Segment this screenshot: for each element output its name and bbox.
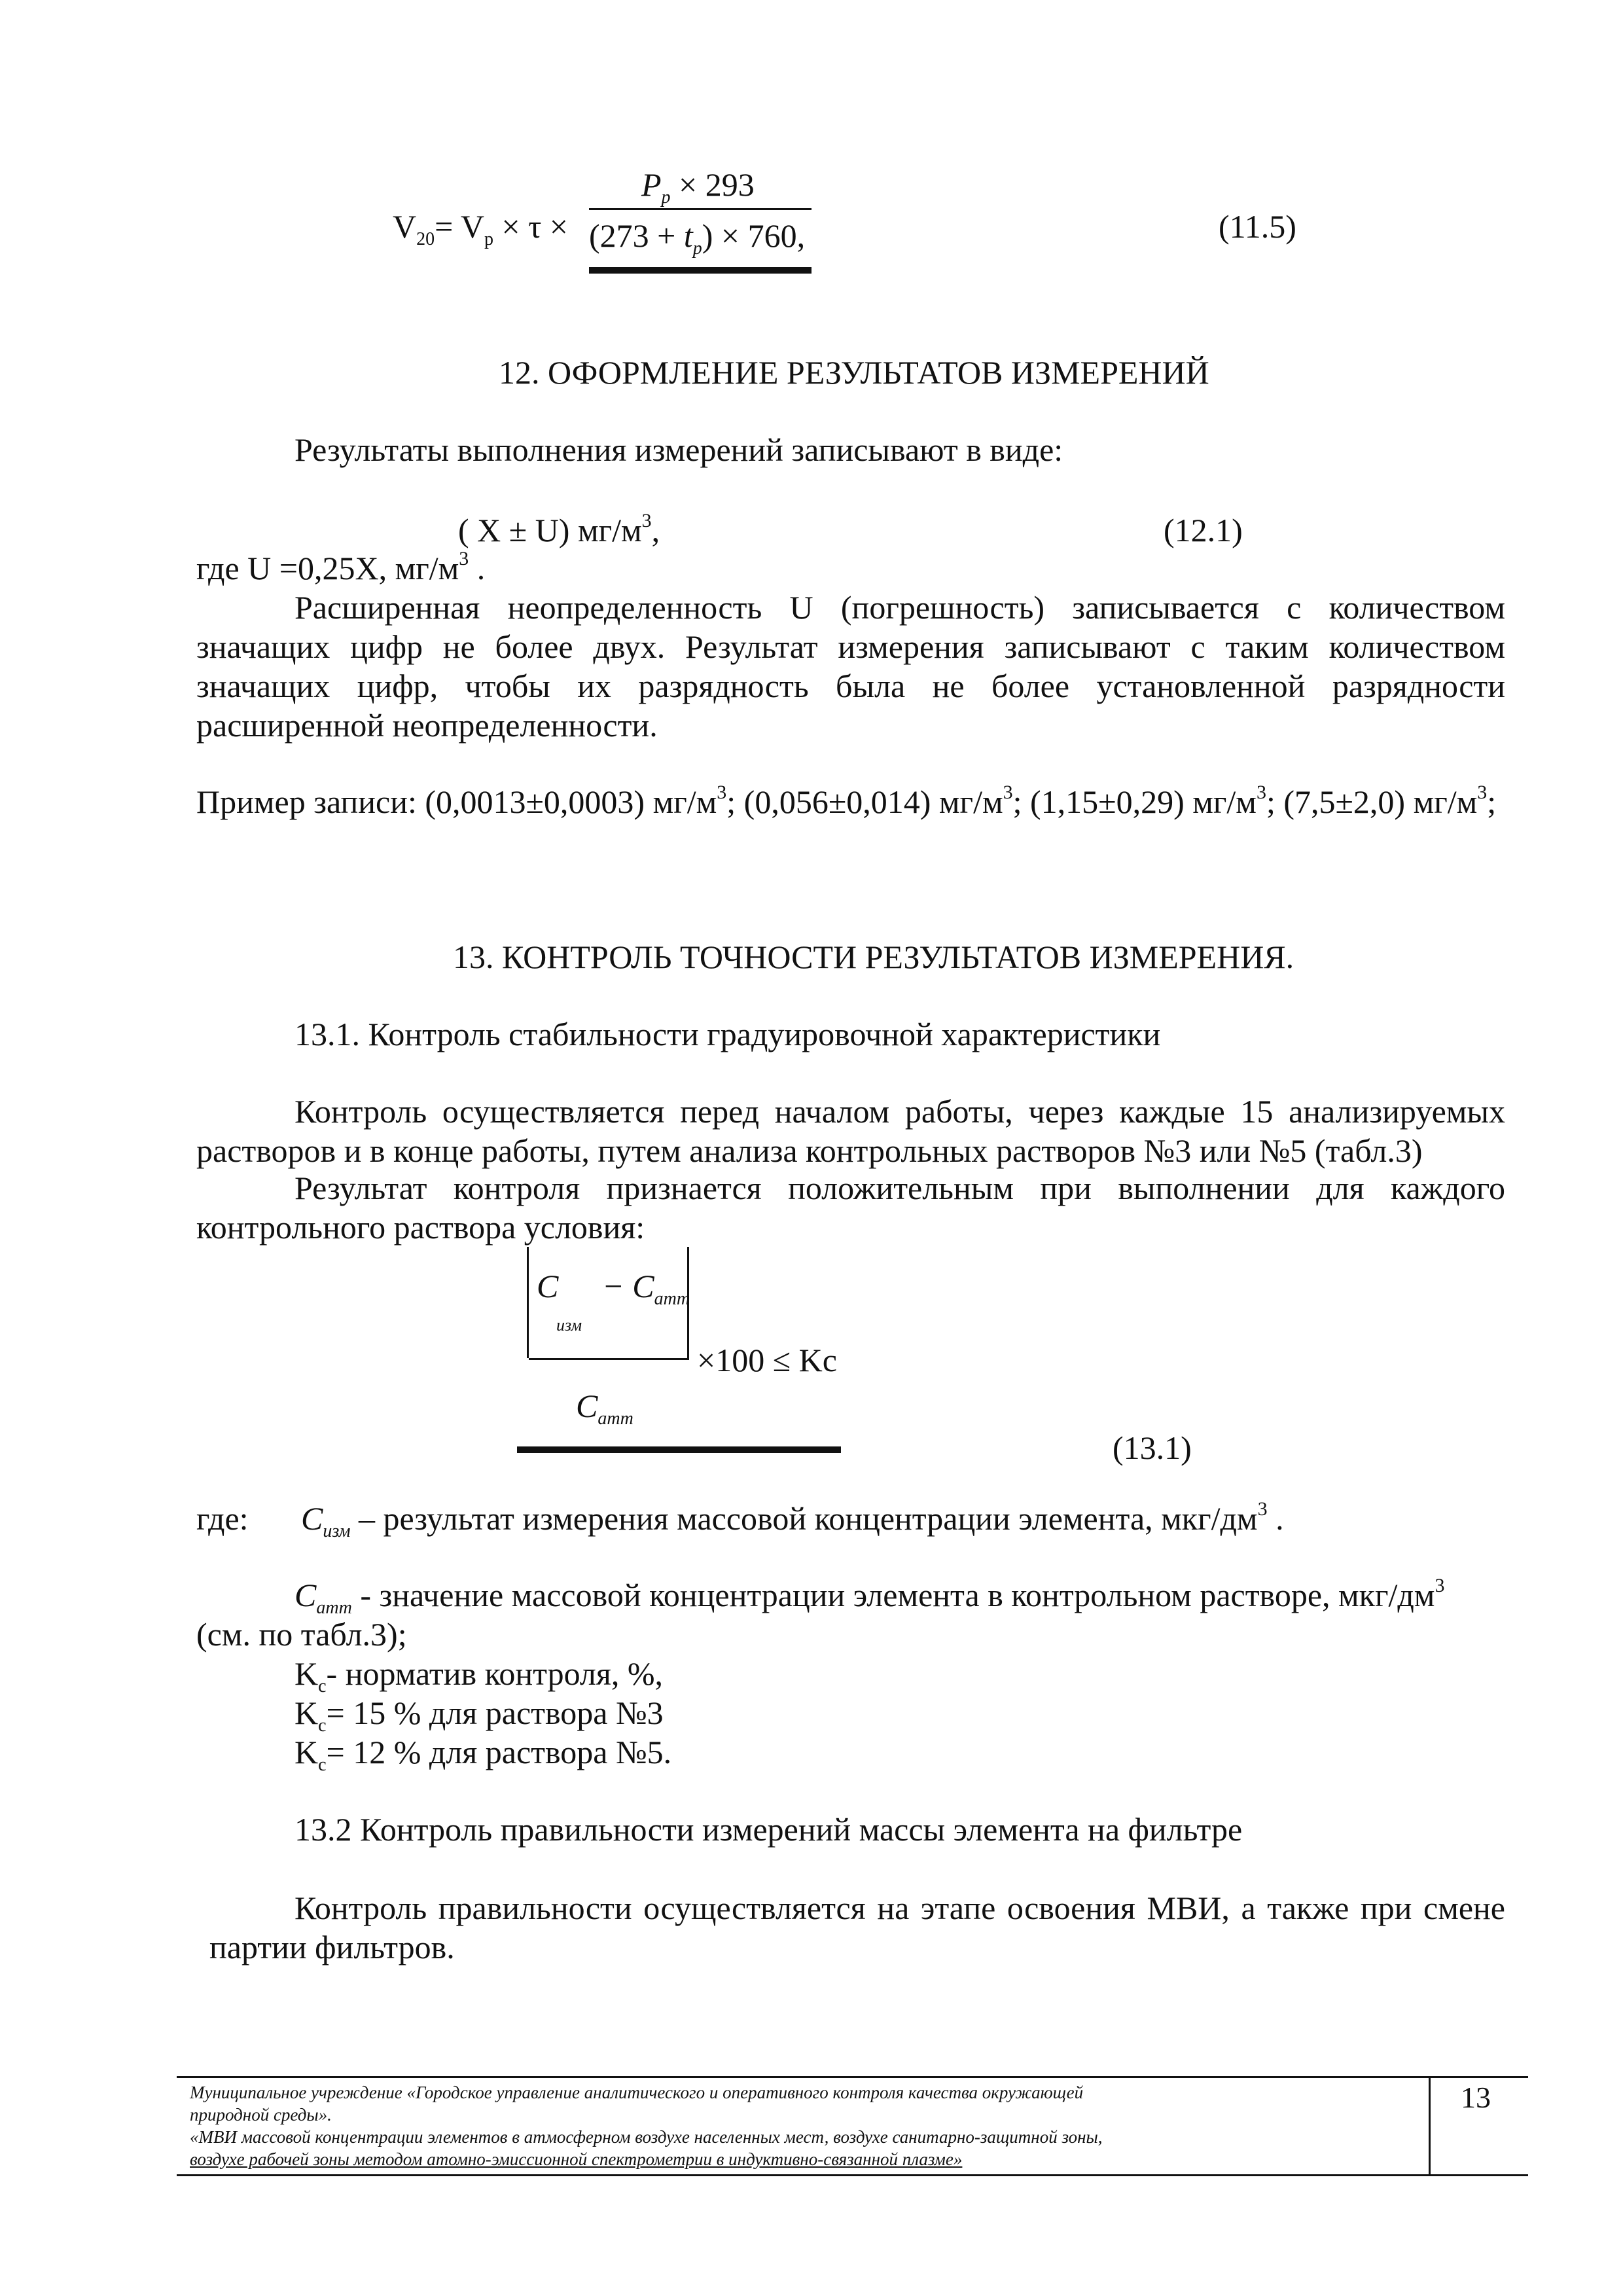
control-paragraph-2: Результат контроля признается положительным при выполнении для каждого контрольного раствора условия: [196,1170,1505,1246]
control-paragraph-1: Контроль осуществляется перед началом работы, через каждые 15 анализируемых растворов и в конце работы, путем анализа контрольных растворов №3 или №5 (табл.3) [196,1093,1505,1169]
correctness-paragraph: Контроль правильности осуществляется на этапе освоения МВИ, а также при смене партии фильтров. [209,1890,1505,1965]
uncertainty-paragraph: Расширенная неопределенность U (погрешность) записывается с количеством значащих цифр не более двух. Результат измерения записывают с таким количеством значащих цифр, чтобы их разрядность была не более установленной разрядности расширенной неопределенности. [196,589,1505,744]
definition-c-att-cont: (см. по табл.3); [196,1616,407,1653]
formula-13-underline [517,1446,841,1453]
record-example: Пример записи: (0,0013±0,0003) $мг/м^3$; (0,056±0,014) $мг/м^3$; (1,15±0,29) $мг/м^3$; (7,5±2,0) $мг/м^3$; [196,781,1497,820]
formula-c-izm: C [537,1268,559,1304]
definition-c-att: $C_{атт}$ - значение массовой концентрации элемента в контрольном растворе, мкг/$дм^3$ [294,1575,1445,1618]
subsection-13-1-title: 13.1. Контроль стабильности градуировочной характеристики [294,1016,1161,1052]
formula-c-izm-sub: изм [556,1316,582,1335]
formula-number: (11.5) [1219,208,1296,245]
subsection-13-2-title: 13.2 Контроль правильности измерений массы элемента на фильтре [294,1811,1243,1848]
fraction-bar-13 [529,1358,689,1360]
page-number: 13 [1461,2081,1491,2114]
kc-solution-5: $K_c= 12$ % для раствора №5. [294,1734,672,1775]
formula-denominator: $(273 + t_p) \times 760$, [589,217,806,259]
footer-bottom-rule [177,2174,1528,2176]
section-12-title: 12. ОФОРМЛЕНИЕ РЕЗУЛЬТАТОВ ИЗМЕРЕНИЙ [499,354,1209,391]
formula-denominator-c-att: $C_{атт}$ [576,1388,633,1429]
kc-solution-3: $K_c= 15$ % для раствора №3 [294,1695,664,1736]
kc-definition: $K_c-$ норматив контроля, %, [294,1655,664,1696]
abs-bar-left [527,1247,529,1358]
formula-minus-c-att: − $C_{атт}$ [602,1268,690,1309]
footer-line-4: воздухе рабочей зоны методом атомно-эмиссионной спектрометрии в индуктивно-связанной плазме» [190,2149,963,2169]
footer-line-2: природной среды». [190,2105,332,2125]
formula-lhs: $V_{20}= V_p \times \tau$ × [393,208,569,249]
formula-13-rhs: ×100 ≤ Kc [697,1342,837,1378]
definition-c-izm: $C_{изм}$ – результат измерения массовой концентрации элемента, мкг/$дм^3$ . [301,1498,1284,1541]
footer-top-rule [177,2076,1528,2078]
section-12-intro: Результаты выполнения измерений записывают в виде: [294,431,1063,468]
formula-underline [589,267,812,274]
formula-12-1: ( X ± U) $мг/м^3$, [458,510,660,548]
formula-12-1-number: (12.1) [1164,512,1243,548]
footer-divider [1429,2076,1431,2176]
footer-line-3: «МВИ массовой концентрации элементов в атмосферном воздухе населенных мест, воздухе санитарно-защитной зоны, [190,2127,1103,2147]
uncertainty-definition: где U =0,25X, $мг/м^3$ . [196,548,486,586]
section-13-title: 13. КОНТРОЛЬ ТОЧНОСТИ РЕЗУЛЬТАТОВ ИЗМЕРЕНИЯ. [453,939,1294,975]
formula-13-1-number: (13.1) [1113,1429,1192,1466]
formula-numerator: $P_p \times 293$ [641,166,755,207]
fraction-bar [589,208,812,210]
where-label: где: [196,1500,249,1537]
footer-line-1: Муниципальное учреждение «Городское управление аналитического и оперативного контроля качества окружающей [190,2083,1084,2102]
